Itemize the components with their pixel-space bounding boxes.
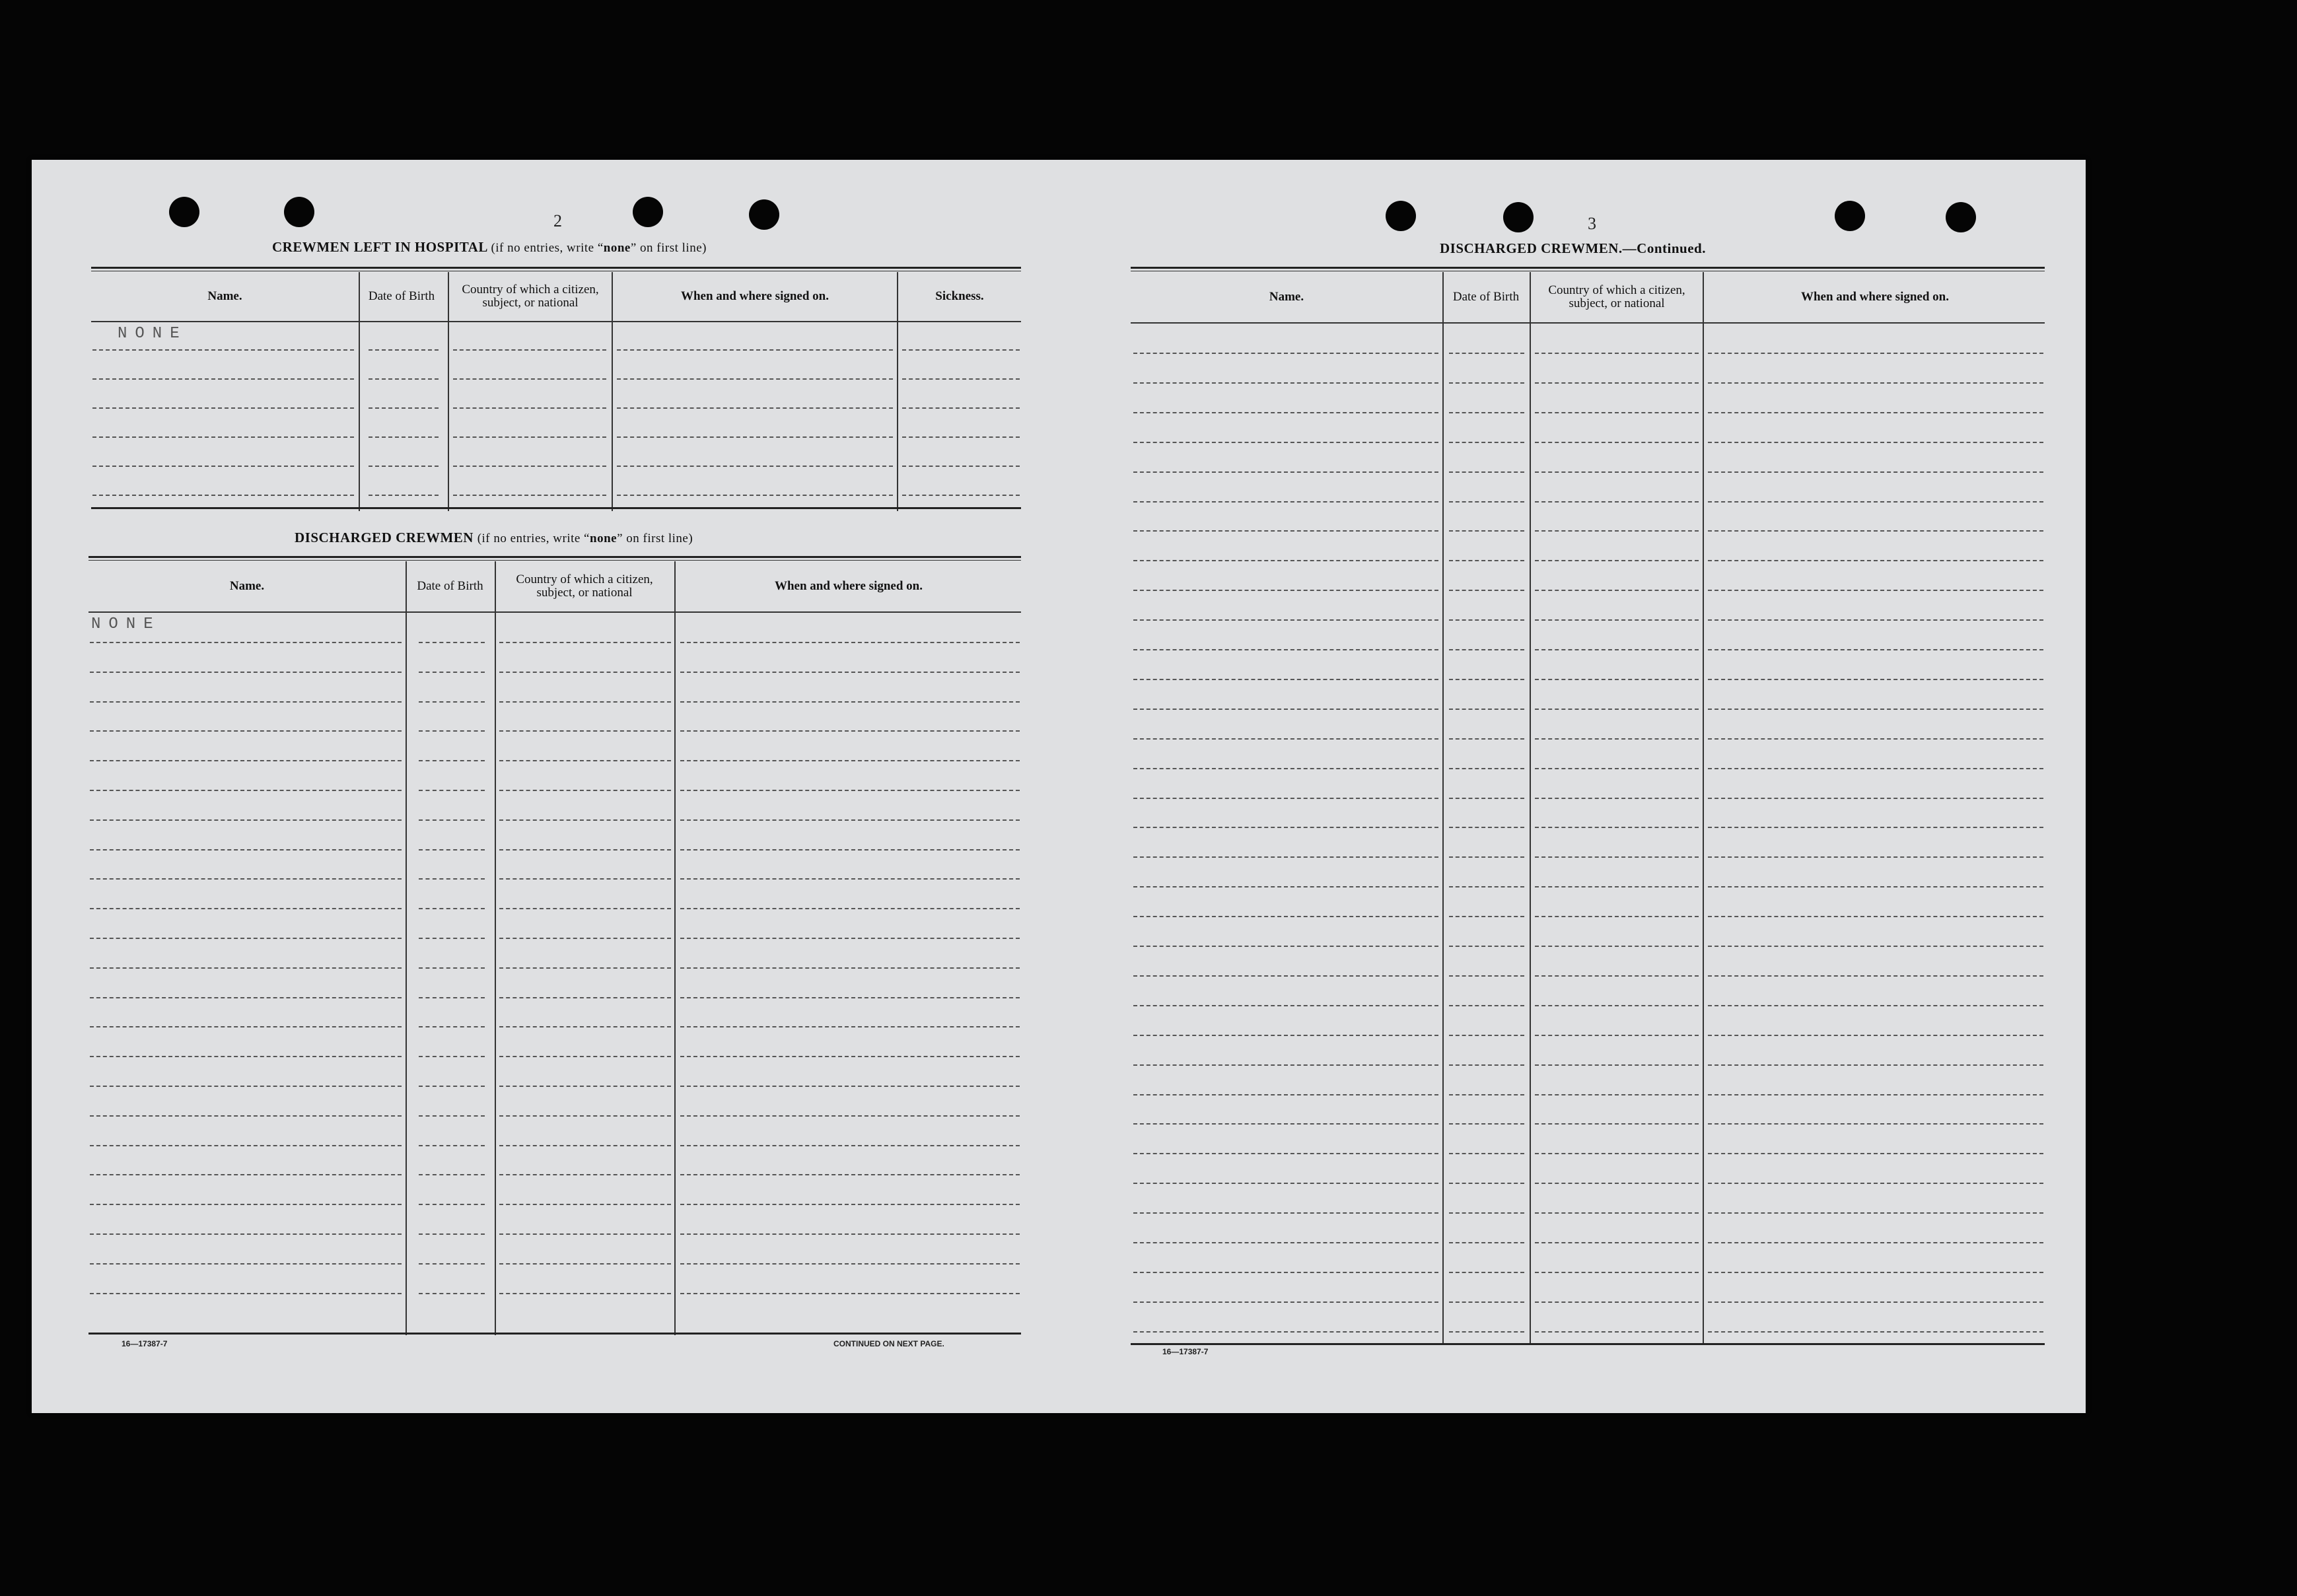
ruled-line [680, 672, 1020, 673]
ruled-line [1708, 353, 2043, 354]
ruled-line [419, 1233, 485, 1235]
punch-hole [749, 199, 779, 230]
ruled-line [499, 760, 671, 761]
punch-hole [1946, 202, 1976, 232]
ruled-line [1535, 560, 1699, 561]
ruled-line [90, 997, 402, 998]
column-header-sickness: Sickness. [935, 289, 984, 303]
ruled-line [1133, 1064, 1438, 1066]
ruled-line [90, 1056, 402, 1057]
ruled-line [453, 349, 606, 351]
column-header-when-where: When and where signed on. [774, 579, 923, 593]
ruled-line [499, 878, 671, 880]
ruled-line [680, 878, 1020, 880]
ruled-line [1535, 1331, 1699, 1333]
ruled-line [1535, 649, 1699, 650]
ruled-line [1449, 768, 1524, 769]
ruled-line [1133, 1094, 1438, 1095]
ruled-line [499, 1086, 671, 1087]
ruled-line [902, 436, 1020, 438]
ruled-line [369, 349, 439, 351]
ruled-line [1708, 916, 2043, 917]
ruled-line [92, 349, 354, 351]
ruled-line [1133, 738, 1438, 740]
ruled-line [419, 730, 485, 732]
ruled-line [90, 1293, 402, 1294]
ruled-line [1133, 709, 1438, 710]
ruled-line [1535, 798, 1699, 799]
ruled-line [680, 1174, 1020, 1175]
ruled-line [1535, 856, 1699, 858]
ruled-line [453, 466, 606, 467]
ruled-line [1133, 530, 1438, 532]
ruled-line [1708, 619, 2043, 621]
ruled-line [902, 407, 1020, 409]
ruled-line [499, 1174, 671, 1175]
ruled-line [90, 1026, 402, 1027]
ruled-line [419, 938, 485, 939]
ruled-line [1535, 1064, 1699, 1066]
form-number-right: 16—17387-7 [1162, 1347, 1209, 1356]
ruled-line [499, 1145, 671, 1146]
ruled-line [419, 701, 485, 703]
ruled-line [680, 701, 1020, 703]
ruled-line [419, 642, 485, 643]
column-header-name: Name. [1269, 290, 1304, 304]
ruled-line [499, 967, 671, 969]
ruled-line [680, 849, 1020, 850]
continued-note: CONTINUED ON NEXT PAGE. [833, 1339, 944, 1348]
ruled-line [499, 1233, 671, 1235]
ruled-line [1449, 1301, 1524, 1303]
ruled-line [1449, 738, 1524, 740]
ruled-line [92, 407, 354, 409]
ruled-line [499, 672, 671, 673]
ruled-line [617, 495, 893, 496]
ruled-line [1449, 1153, 1524, 1154]
ruled-line [369, 495, 439, 496]
ruled-line [1708, 471, 2043, 473]
discharged-section-title: DISCHARGED CREWMEN (if no entries, write “none” on first line) [295, 530, 693, 545]
ruled-line [1133, 649, 1438, 650]
ruled-line [419, 790, 485, 791]
ruled-line [1708, 946, 2043, 947]
punch-hole [284, 197, 314, 227]
ruled-line [90, 1233, 402, 1235]
ruled-line [1133, 619, 1438, 621]
ruled-line [1449, 946, 1524, 947]
form-number-left: 16—17387-7 [122, 1339, 168, 1348]
ruled-line [617, 378, 893, 380]
ruled-line [1449, 798, 1524, 799]
ruled-line [453, 436, 606, 438]
discharged-continued-table [1131, 267, 2045, 1344]
ruled-line [1708, 1064, 2043, 1066]
ruled-line [680, 1263, 1020, 1265]
ruled-line [680, 1293, 1020, 1294]
ruled-line [1535, 412, 1699, 413]
punch-hole [1503, 202, 1534, 232]
ruled-line [1133, 1331, 1438, 1333]
ruled-line [1449, 442, 1524, 443]
ruled-line [1535, 530, 1699, 532]
ruled-line [419, 1026, 485, 1027]
ruled-line [499, 1293, 671, 1294]
ruled-line [1133, 679, 1438, 680]
ruled-line [499, 819, 671, 821]
discharged-continued-title: DISCHARGED CREWMEN.—Continued. [1440, 240, 1706, 256]
ruled-line [1535, 1005, 1699, 1006]
ruled-line [680, 1056, 1020, 1057]
ruled-line [680, 790, 1020, 791]
ruled-line [1708, 1153, 2043, 1154]
ruled-line [1535, 1242, 1699, 1243]
ruled-line [1449, 1183, 1524, 1184]
ruled-line [1133, 590, 1438, 591]
ruled-line [419, 967, 485, 969]
ruled-line [1535, 619, 1699, 621]
ruled-line [1133, 1301, 1438, 1303]
ruled-line [1449, 1331, 1524, 1333]
column-header-when-where: When and where signed on. [680, 289, 829, 303]
ruled-line [1133, 471, 1438, 473]
ruled-line [680, 908, 1020, 909]
ruled-line [499, 1204, 671, 1205]
ruled-line [1708, 738, 2043, 740]
ruled-line [1133, 886, 1438, 887]
ruled-line [1535, 916, 1699, 917]
ruled-line [90, 878, 402, 880]
ruled-line [1708, 1183, 2043, 1184]
ruled-line [1133, 442, 1438, 443]
ruled-line [419, 1293, 485, 1294]
ruled-line [419, 849, 485, 850]
ruled-line [1708, 1005, 2043, 1006]
ruled-line [499, 908, 671, 909]
ruled-line [1535, 1272, 1699, 1273]
column-header-country: Country of which a citizen, subject, or national [1548, 283, 1685, 310]
ruled-line [453, 495, 606, 496]
ruled-line [1535, 382, 1699, 384]
ruled-line [1133, 1005, 1438, 1006]
discharged-first-entry: NONE [91, 615, 161, 633]
ruled-line [1449, 382, 1524, 384]
ruled-line [1708, 1212, 2043, 1214]
ruled-line [1133, 560, 1438, 561]
ruled-line [90, 642, 402, 643]
ruled-line [1535, 442, 1699, 443]
ruled-line [1535, 1301, 1699, 1303]
column-header-date-of-birth: Date of Birth [1452, 290, 1520, 304]
ruled-line [1708, 590, 2043, 591]
ruled-line [1708, 501, 2043, 503]
ruled-line [1708, 827, 2043, 828]
punch-hole [169, 197, 199, 227]
ruled-line [90, 730, 402, 732]
ruled-line [1708, 1272, 2043, 1273]
ruled-line [499, 1056, 671, 1057]
ruled-line [680, 730, 1020, 732]
ruled-line [1535, 709, 1699, 710]
ruled-line [419, 1263, 485, 1265]
ruled-line [1133, 382, 1438, 384]
ruled-line [1535, 1153, 1699, 1154]
ruled-line [419, 1174, 485, 1175]
ruled-line [680, 1115, 1020, 1117]
ruled-line [90, 790, 402, 791]
page-number-right: 3 [1588, 214, 1596, 233]
ruled-line [1535, 679, 1699, 680]
ruled-line [1708, 975, 2043, 977]
ruled-line [1535, 501, 1699, 503]
ruled-line [1449, 827, 1524, 828]
ruled-line [419, 1086, 485, 1087]
ruled-line [1708, 798, 2043, 799]
ruled-line [680, 1086, 1020, 1087]
ruled-line [1708, 856, 2043, 858]
ruled-line [1535, 1123, 1699, 1125]
hospital-section-title: CREWMEN LEFT IN HOSPITAL (if no entries, write “none” on first line) [272, 239, 707, 255]
ruled-line [90, 849, 402, 850]
ruled-line [680, 760, 1020, 761]
ruled-line [1535, 590, 1699, 591]
ruled-line [419, 997, 485, 998]
ruled-line [617, 349, 893, 351]
ruled-line [1535, 946, 1699, 947]
ruled-line [1535, 768, 1699, 769]
ruled-line [680, 1145, 1020, 1146]
ruled-line [499, 642, 671, 643]
ruled-line [1449, 709, 1524, 710]
ruled-line [1708, 382, 2043, 384]
ruled-line [1449, 1272, 1524, 1273]
punch-hole [1386, 201, 1416, 231]
ruled-line [1449, 1094, 1524, 1095]
ruled-line [1535, 1094, 1699, 1095]
ruled-line [680, 997, 1020, 998]
ruled-line [419, 1115, 485, 1117]
column-header-date-of-birth: Date of Birth [417, 579, 483, 593]
ruled-line [90, 701, 402, 703]
ruled-line [1708, 1242, 2043, 1243]
ruled-line [1133, 353, 1438, 354]
ruled-line [92, 378, 354, 380]
ruled-line [1708, 412, 2043, 413]
ruled-line [1708, 679, 2043, 680]
ruled-line [617, 436, 893, 438]
ruled-line [1133, 946, 1438, 947]
ruled-line [1708, 560, 2043, 561]
hospital-first-entry: NONE [118, 325, 188, 343]
ruled-line [902, 378, 1020, 380]
ruled-line [1535, 471, 1699, 473]
ruled-line [499, 997, 671, 998]
ruled-line [499, 790, 671, 791]
ruled-line [1133, 1183, 1438, 1184]
ruled-line [90, 1115, 402, 1117]
ruled-line [1133, 501, 1438, 503]
ruled-line [1133, 768, 1438, 769]
ruled-line [680, 967, 1020, 969]
ruled-line [90, 1263, 402, 1265]
column-header-date-of-birth: Date of Birth [368, 289, 435, 303]
ruled-line [680, 642, 1020, 643]
ruled-line [419, 1056, 485, 1057]
ruled-line [1449, 1005, 1524, 1006]
ruled-line [419, 1204, 485, 1205]
ruled-line [1535, 1212, 1699, 1214]
ruled-line [1708, 886, 2043, 887]
ruled-line [453, 407, 606, 409]
ruled-line [1449, 916, 1524, 917]
ruled-line [1708, 1123, 2043, 1125]
ruled-line [499, 1026, 671, 1027]
punch-hole [1835, 201, 1865, 231]
ruled-line [419, 819, 485, 821]
column-header-country: Country of which a citizen, subject, or national [462, 283, 599, 310]
ruled-line [499, 938, 671, 939]
ruled-line [1449, 1123, 1524, 1125]
ruled-line [90, 1086, 402, 1087]
ruled-line [1535, 886, 1699, 887]
ruled-line [1449, 501, 1524, 503]
column-header-name: Name. [229, 579, 265, 593]
ruled-line [1535, 353, 1699, 354]
ruled-line [1449, 530, 1524, 532]
ruled-line [499, 849, 671, 850]
ruled-line [1133, 1123, 1438, 1125]
ruled-line [90, 967, 402, 969]
ruled-line [1133, 798, 1438, 799]
ruled-line [1708, 768, 2043, 769]
ruled-line [617, 466, 893, 467]
ruled-line [1449, 886, 1524, 887]
ruled-line [92, 466, 354, 467]
document-sheet [32, 160, 2086, 1413]
ruled-line [1535, 1035, 1699, 1036]
ruled-line [419, 908, 485, 909]
ruled-line [419, 760, 485, 761]
ruled-line [1449, 412, 1524, 413]
ruled-line [902, 466, 1020, 467]
ruled-line [1449, 975, 1524, 977]
ruled-line [499, 1115, 671, 1117]
ruled-line [617, 407, 893, 409]
punch-hole [633, 197, 663, 227]
discharged-table [88, 556, 1021, 1335]
ruled-line [499, 1263, 671, 1265]
ruled-line [1449, 560, 1524, 561]
ruled-line [680, 1204, 1020, 1205]
ruled-line [419, 878, 485, 880]
ruled-line [90, 819, 402, 821]
ruled-line [1449, 353, 1524, 354]
ruled-line [1449, 619, 1524, 621]
ruled-line [419, 1145, 485, 1146]
ruled-line [1708, 709, 2043, 710]
ruled-line [1133, 1272, 1438, 1273]
ruled-line [369, 466, 439, 467]
ruled-line [1708, 1094, 2043, 1095]
ruled-line [680, 1026, 1020, 1027]
column-header-country: Country of which a citizen, subject, or national [516, 572, 653, 600]
ruled-line [1133, 856, 1438, 858]
ruled-line [680, 938, 1020, 939]
ruled-line [1535, 975, 1699, 977]
ruled-line [1133, 916, 1438, 917]
ruled-line [1133, 827, 1438, 828]
ruled-line [1708, 442, 2043, 443]
ruled-line [902, 349, 1020, 351]
ruled-line [1133, 1035, 1438, 1036]
ruled-line [1708, 649, 2043, 650]
ruled-line [1133, 1242, 1438, 1243]
page-number-left: 2 [553, 211, 562, 230]
ruled-line [90, 938, 402, 939]
ruled-line [92, 495, 354, 496]
ruled-line [1708, 1301, 2043, 1303]
ruled-line [1449, 590, 1524, 591]
ruled-line [1708, 1035, 2043, 1036]
ruled-line [369, 436, 439, 438]
ruled-line [1708, 530, 2043, 532]
ruled-line [90, 908, 402, 909]
column-header-name: Name. [207, 289, 242, 303]
ruled-line [90, 1204, 402, 1205]
ruled-line [1708, 1331, 2043, 1333]
ruled-line [1449, 471, 1524, 473]
ruled-line [369, 407, 439, 409]
ruled-line [1535, 738, 1699, 740]
ruled-line [453, 378, 606, 380]
ruled-line [92, 436, 354, 438]
ruled-line [1133, 975, 1438, 977]
ruled-line [680, 1233, 1020, 1235]
ruled-line [1535, 1183, 1699, 1184]
ruled-line [1449, 1212, 1524, 1214]
ruled-line [1449, 649, 1524, 650]
ruled-line [1535, 827, 1699, 828]
hospital-table [91, 267, 1021, 511]
ruled-line [1133, 1153, 1438, 1154]
ruled-line [499, 701, 671, 703]
ruled-line [90, 1145, 402, 1146]
ruled-line [499, 730, 671, 732]
ruled-line [90, 760, 402, 761]
ruled-line [1449, 679, 1524, 680]
ruled-line [1449, 1242, 1524, 1243]
column-header-when-where: When and where signed on. [1800, 290, 1949, 304]
ruled-line [369, 378, 439, 380]
ruled-line [1449, 1035, 1524, 1036]
ruled-line [902, 495, 1020, 496]
ruled-line [1133, 412, 1438, 413]
ruled-line [1449, 856, 1524, 858]
ruled-line [1449, 1064, 1524, 1066]
ruled-line [90, 1174, 402, 1175]
ruled-line [419, 672, 485, 673]
ruled-line [680, 819, 1020, 821]
ruled-line [90, 672, 402, 673]
ruled-line [1133, 1212, 1438, 1214]
